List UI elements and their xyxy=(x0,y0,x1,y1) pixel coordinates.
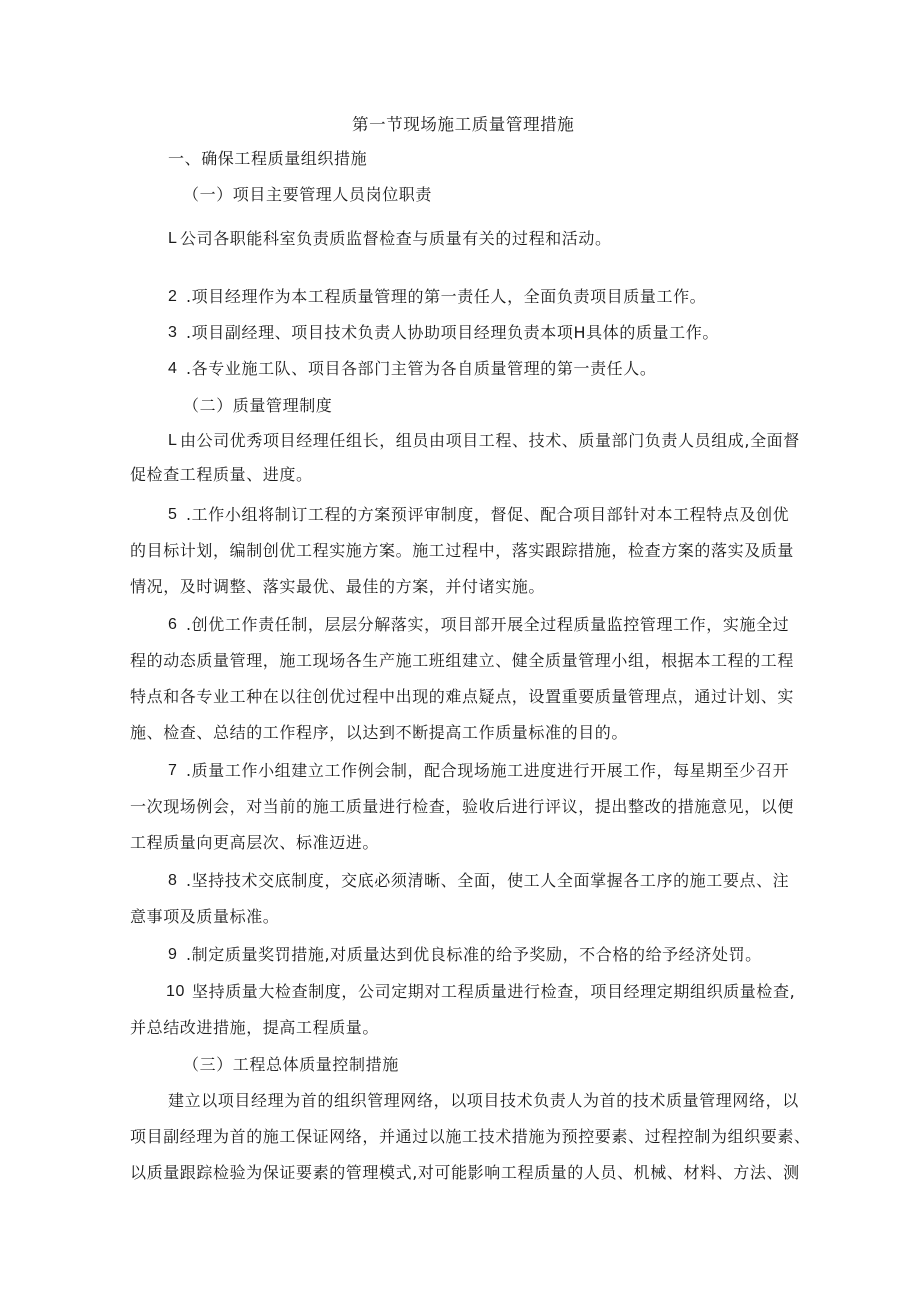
item-number: L xyxy=(168,230,178,247)
item-text: 并总结改进措施，提高工程质量。 xyxy=(130,1018,380,1037)
item-text: .工作小组将制订工程的方案预评审制度，督促、配合项目部针对本工程特点及创优 xyxy=(186,505,790,524)
item-text: 意事项及质量标准。 xyxy=(130,907,280,926)
paragraph-line: 项目副经理为首的施工保证网络，并通过以施工技术措施为预控要素、过程控制为组织要素、 xyxy=(130,1127,811,1146)
item-number: L xyxy=(168,432,178,449)
item-text: 的目标计划，编制创优工程实施方案。施工过程中，落实跟踪措施，检查方案的落实及质量 xyxy=(130,541,795,560)
item-text: 情况，及时调整、落实最优、最佳的方案，并付诸实施。 xyxy=(130,577,546,596)
item-text: .创优工作责任制，层层分解落实，项目部开展全过程质量监控管理工作，实施全过 xyxy=(186,615,790,634)
item-text: 由公司优秀项目经理任组长，组员由项目工程、技术、质量部门负责人员组成,全面督 xyxy=(180,431,800,450)
paragraph-line: 建立以项目经理为首的组织管理网络，以项目技术负责人为首的技术质量管理网络，以 xyxy=(168,1091,799,1110)
item-text: .各专业施工队、项目各部门主管为各自质量管理的第一责任人。 xyxy=(186,359,657,378)
item-number: 9 xyxy=(168,946,178,963)
page-title: 第一节现场施工质量管理措施 xyxy=(352,115,575,134)
item-number: 5 xyxy=(168,506,178,523)
item-text: 工程质量向更高层次、标准迈进。 xyxy=(130,833,380,852)
item-text: 坚持质量大检查制度，公司定期对工程质量进行检查，项目经理定期组织质量检查, xyxy=(192,982,796,1001)
paragraph-line: 以质量跟踪检验为保证要素的管理模式,对可能影响工程质量的人员、机械、材料、方法、测 xyxy=(130,1163,800,1182)
item-number: 4 xyxy=(168,360,178,377)
item-text: 程的动态质量管理，施工现场各生产施工班组建立、健全质量管理小组，根据本工程的工程 xyxy=(130,651,795,670)
item-text: .项目经理作为本工程质量管理的第一责任人，全面负责项目质量工作。 xyxy=(186,287,707,306)
item-number: 6 xyxy=(168,616,178,633)
item-text: 一次现场例会，对当前的施工质量进行检查，验收后进行评议，提出整改的措施意见，以便 xyxy=(130,797,795,816)
subsection-heading: （一）项目主要管理人员岗位职责 xyxy=(183,185,433,204)
section-heading: 一、确保工程质量组织措施 xyxy=(168,149,368,168)
item-text: .制定质量奖罚措施,对质量达到优良标准的给予奖励，不合格的给予经济处罚。 xyxy=(186,945,762,964)
item-number: 2 xyxy=(168,288,178,305)
subsection-heading: （二）质量管理制度 xyxy=(183,396,333,415)
item-text: 施、检查、总结的工作程序，以达到不断提高工作质量标准的目的。 xyxy=(130,723,629,742)
subsection-heading: （三）工程总体质量控制措施 xyxy=(183,1055,399,1074)
item-number: 10 xyxy=(166,983,185,1000)
item-text: 促检查工程质量、进度。 xyxy=(130,465,313,484)
item-text: .项目副经理、项目技术负责人协助项目经理负责本项H具体的质量工作。 xyxy=(186,323,719,342)
item-number: 8 xyxy=(168,872,178,889)
item-number: 7 xyxy=(168,762,178,779)
item-text: .坚持技术交底制度，交底必须清晰、全面，使工人全面掌握各工序的施工要点、注 xyxy=(186,871,790,890)
item-text: 特点和各专业工种在以往创优过程中出现的难点疑点，设置重要质量管理点，通过计划、实 xyxy=(130,687,795,706)
item-text: 公司各职能科室负责质监督检查与质量有关的过程和活动。 xyxy=(180,229,612,248)
item-number: 3 xyxy=(168,324,178,341)
item-text: .质量工作小组建立工作例会制，配合现场施工进度进行开展工作，每星期至少召开 xyxy=(186,761,790,780)
